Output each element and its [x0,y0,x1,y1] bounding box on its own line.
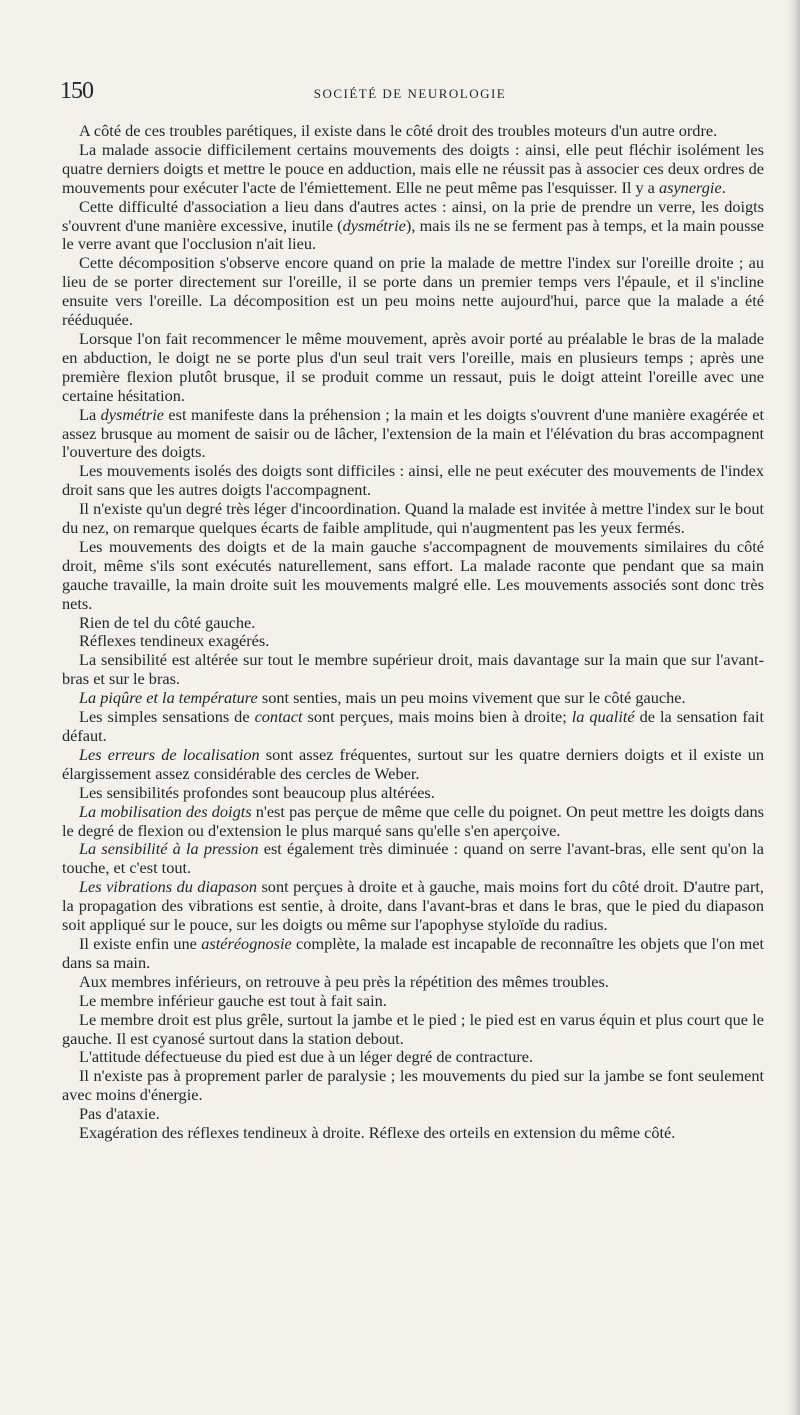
paragraph [62,746,764,784]
paragraph [62,141,764,198]
italic-text: asynergie [658,177,722,197]
text-run: n'est pas perçue de même que celle du poignet. On peut mettre les doigts dans le degré de flexion ou d'extension le plus marqué sans qu'elle s'en aperçoive. [62,801,764,840]
italic-text: Les vibrations du diapason [79,877,258,897]
text-run: Exagération des réflexes tendineux à droite. Réflexe des orteils en extension du même côté. [79,1123,676,1143]
text-run: sont senties, mais un peu moins vivement que sur le côté gauche. [257,688,686,708]
paragraph [62,406,764,463]
text-run: Le membre inférieur gauche est tout à fait sain. [79,990,387,1010]
article-body [62,122,764,1143]
paragraph [62,784,764,803]
italic-text: dysmétrie [342,215,406,235]
italic-text: La piqûre et la température [79,688,258,708]
text-run: Cette difficulté d'association a lieu dans d'autres actes : ainsi, on la prie de prendre un verre, les doigts s'ouvrent d'une manière excessive, inutile ( [62,196,764,235]
text-run: Pas d'ataxie. [79,1104,160,1124]
paragraph [62,500,764,538]
page-edge-shadow [786,0,800,1415]
text-run: sont perçues, mais moins bien à droite; [302,707,572,727]
text-run: Le membre droit est plus grêle, surtout la jambe et le pied ; le pied est en varus équin et plus court que le gauche. Il est cyanosé surtout dans la station debout. [62,1009,764,1048]
paragraph [62,538,764,614]
paragraph [62,632,764,651]
paragraph [62,1011,764,1049]
text-run: complète, la malade est incapable de reconnaître les objets que l'on met dans sa main. [62,933,764,972]
page-number: 150 [60,78,93,104]
paragraph [62,973,764,992]
text-run: Les simples sensations de [79,707,255,727]
paragraph [62,1124,764,1143]
paragraph [62,708,764,746]
text-run: La malade associe difficilement certains mouvements des doigts : ainsi, elle peut fléchir isolément les quatre derniers doigts et mettre le pouce en adduction, mais elle ne réussit pas à associer ces deux ordres de mouvements pour exécuter l'acte de l'émiettement. Elle ne peut même pas l'esquisser. Il y a [62,139,764,197]
italic-text: dysmétrie [100,404,164,424]
text-run: est manifeste dans la préhension ; la main et les doigts s'ouvrent d'une manière exagérée et assez brusque au moment de saisir ou de lâcher, l'extension de la main et l'élévation du bras accompagnent l'ouverture des doigts. [62,404,764,462]
paragraph [62,198,764,255]
text-run: Les sensibilités profondes sont beaucoup plus altérées. [79,782,435,802]
paragraph [62,878,764,935]
paragraph [62,651,764,689]
paragraph [62,254,764,330]
paragraph [62,689,764,708]
text-run: Lorsque l'on fait recommencer le même mouvement, après avoir porté au préalable le bras de la malade en abduction, le doigt ne se porte plus d'un seul trait vers l'oreille, mais en plusieurs temps ; après une première flexion plutôt brusque, il se produit comme un ressaut, puis le doigt atteint l'oreille avec une certaine hésitation. [62,328,764,405]
text-run: Cette décomposition s'observe encore quand on prie la malade de mettre l'index sur l'oreille droite ; au lieu de se porter directement sur l'oreille, il se porte dans un premier temps vers l'épaule, et il s'incline ensuite vers l'oreille. La décomposition est un peu moins nette aujourd'hui, parce que la malade a été rééduquée. [62,253,764,330]
text-run: sont perçues à droite et à gauche, mais moins fort du côté droit. D'autre part, la propagation des vibrations est sentie, à droite, dans l'avant-bras et dans le bras, que le pied du diapason soit appliqué sur le pouce, sur les doigts ou même sur l'apophyse styloïde du radius. [62,877,764,935]
paragraph [62,1105,764,1124]
text-run: A côté de ces troubles parétiques, il existe dans le côté droit des troubles moteurs d'un autre ordre. [79,121,718,140]
italic-text: contact [254,707,303,727]
text-run: Il n'existe pas à proprement parler de paralysie ; les mouvements du pied sur la jambe se font seulement avec moins d'énergie. [62,1066,764,1105]
text-run: Rien de tel du côté gauche. [79,612,256,632]
italic-text: La sensibilité à la pression [79,839,259,859]
paragraph [62,992,764,1011]
text-run: La sensibilité est altérée sur tout le membre supérieur droit, mais davantage sur la main que sur l'avant-bras et sur le bras. [62,650,764,689]
paragraph [62,1067,764,1105]
text-run: Les mouvements isolés des doigts sont difficiles : ainsi, elle ne peut exécuter des mouvements de l'index droit sans que les autres doigts l'accompagnent. [62,461,764,500]
italic-text: La mobilisation des doigts [79,801,252,821]
paragraph [62,935,764,973]
text-run: . [721,177,726,197]
paragraph [62,614,764,633]
paragraph [62,1048,764,1067]
paragraph [62,330,764,406]
paragraph [62,840,764,878]
paragraph [62,122,764,141]
text-run: ), mais ils ne se ferment pas à temps, et la main pousse le verre avant que l'occlusion n'ait lieu. [62,215,765,254]
paragraph [62,803,764,841]
text-run: L'attitude défectueuse du pied est due à un léger degré de contracture. [79,1047,534,1067]
text-run: Il existe enfin une [79,933,202,953]
text-run: de la sensation fait défaut. [62,707,765,745]
page-header [60,78,760,108]
paragraph [62,462,764,500]
text-run: Il n'existe qu'un degré très léger d'incoordination. Quand la malade est invitée à mettre l'index sur le bout du nez, on remarque quelques écarts de faible amplitude, qui n'augmentent pas les yeux fermés. [62,499,764,538]
italic-text: astéréognosie [201,933,292,953]
text-run: Réflexes tendineux exagérés. [79,631,270,651]
text-run: Aux membres inférieurs, on retrouve à peu près la répétition des mêmes troubles. [79,971,609,991]
text-run: est également très diminuée : quand on serre l'avant-bras, elle sent qu'on la touche, et c'est tout. [62,839,764,878]
text-run: Les mouvements des doigts et de la main gauche s'accompagnent de mouvements similaires du côté droit, même s'ils sont exécutés naturellement, sans effort. La malade raconte que pendant que sa main gauche travaille, la main droite suit les mouvements malgré elle. Les mouvements associés sont donc très nets. [62,536,764,613]
italic-text: Les erreurs de localisation [79,744,260,764]
text-run: sont assez fréquentes, surtout sur les quatre derniers doigts et il existe un élargissement assez considérable des cercles de Weber. [62,744,764,783]
italic-text: la qualité [571,707,635,727]
running-title: SOCIÉTÉ DE NEUROLOGIE [313,86,507,101]
text-run: La [79,404,101,424]
